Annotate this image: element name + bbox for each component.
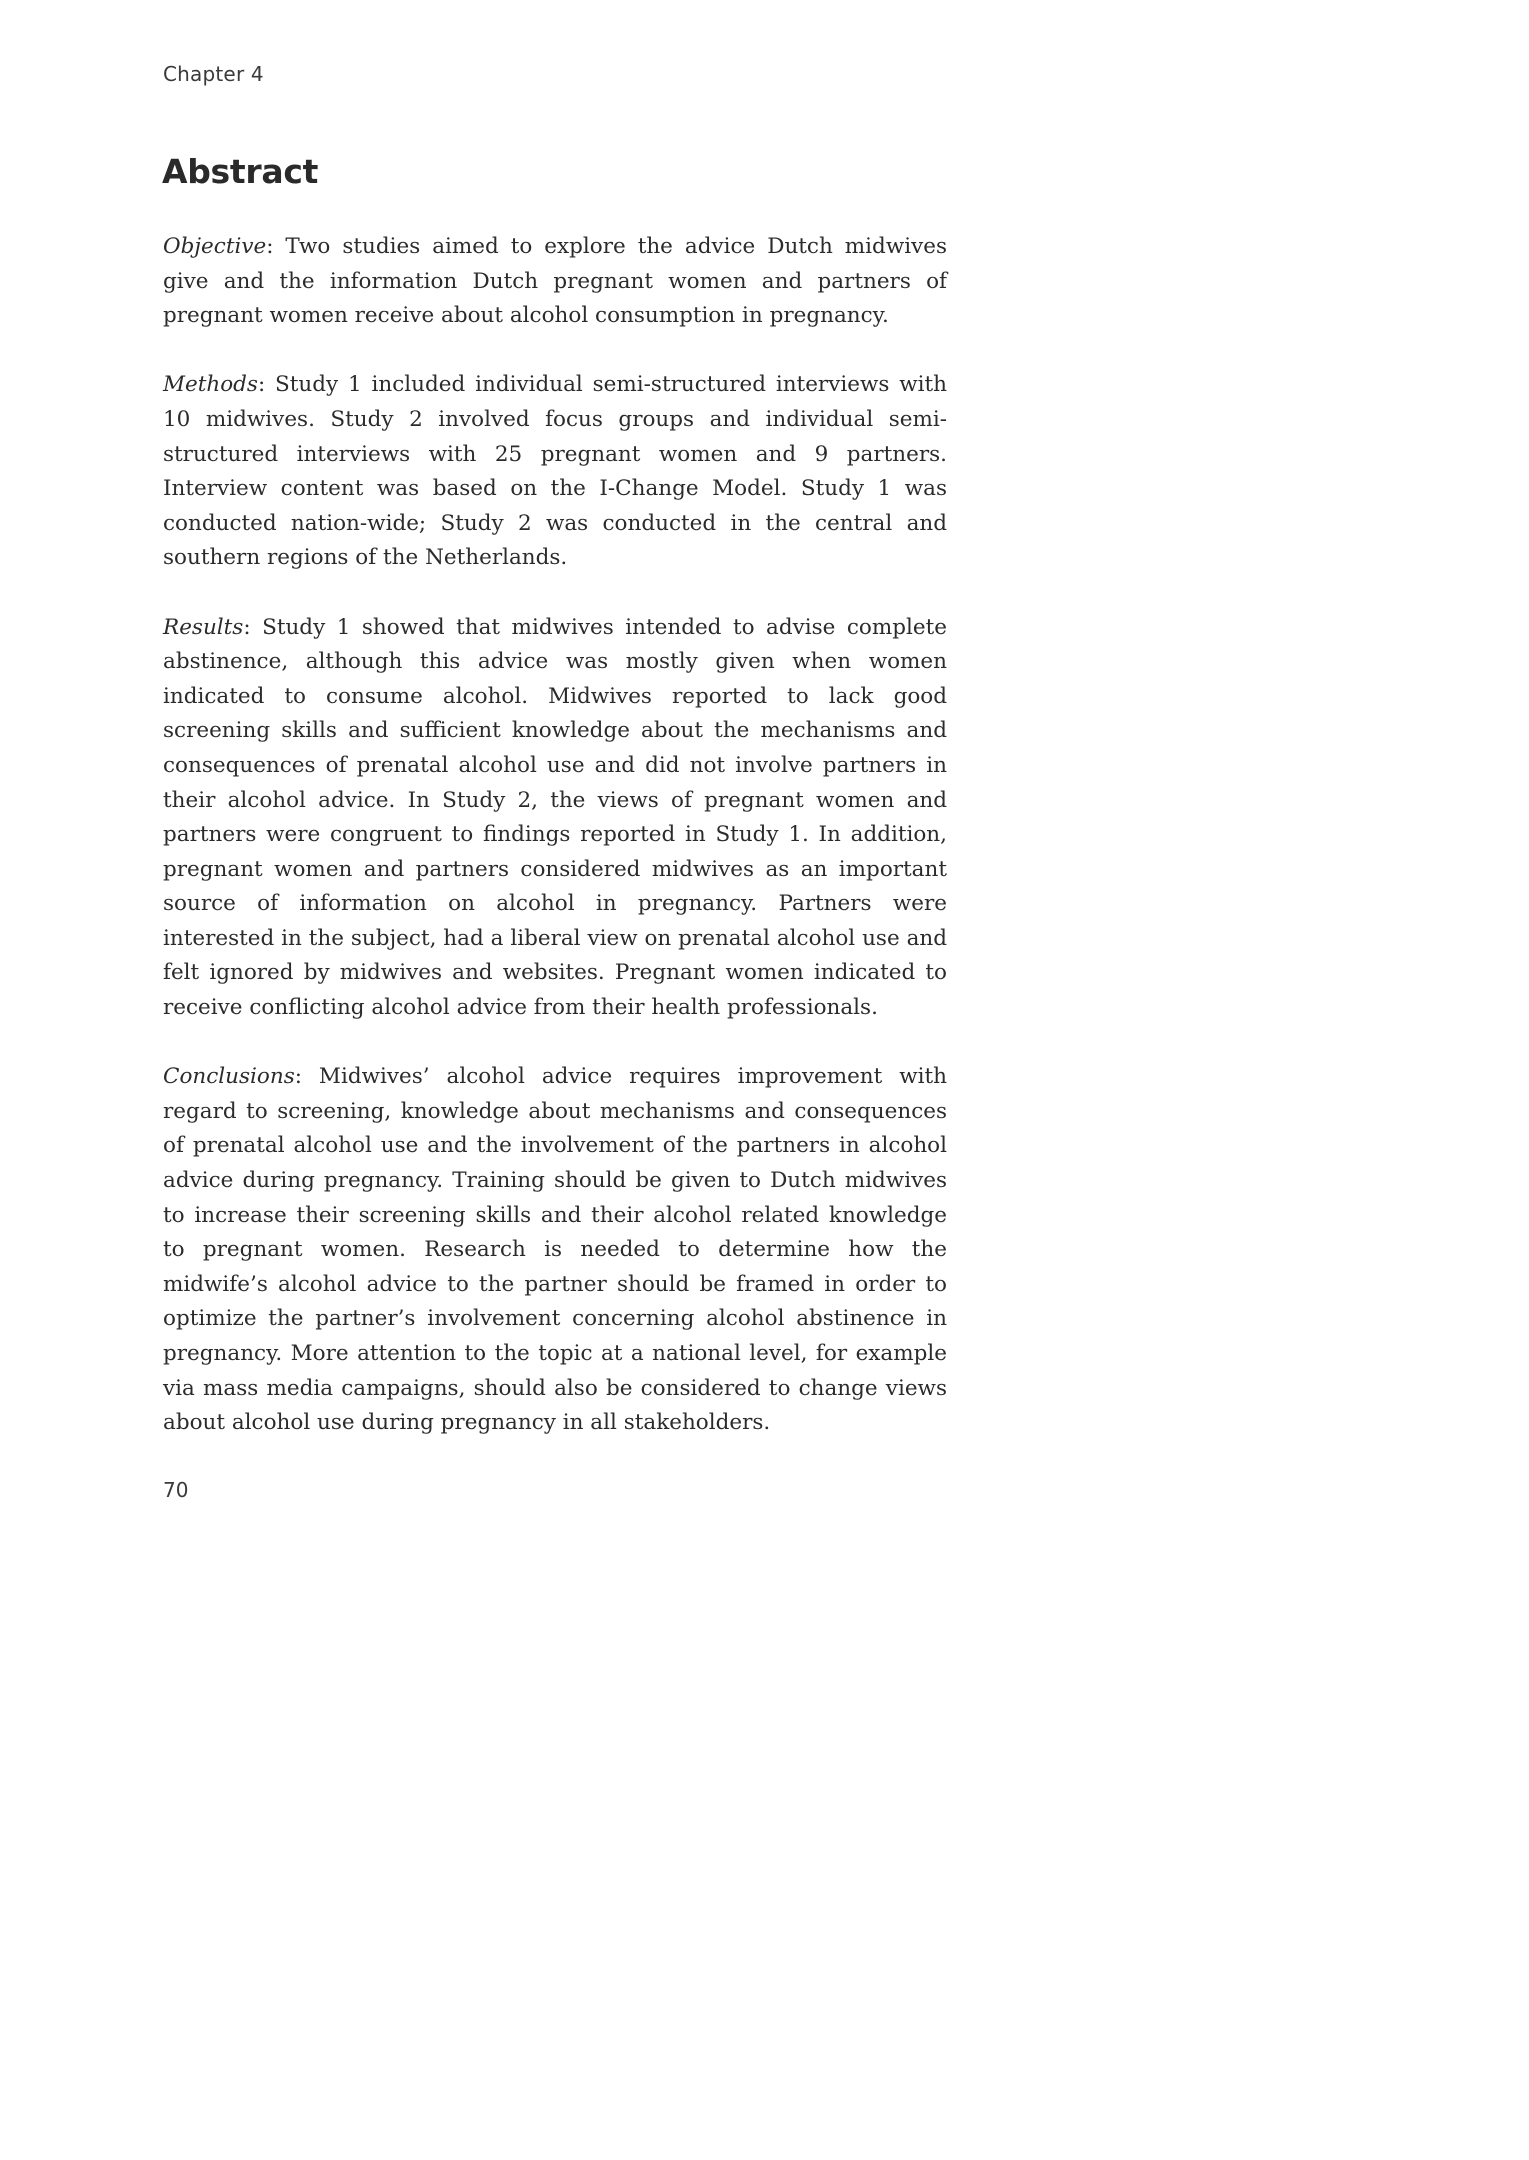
- objective-label: Objective: [163, 234, 267, 259]
- objective-paragraph: [163, 230, 947, 334]
- objective-text: : Two studies aimed to explore the advice Dutch midwives give and the information Dutch pregnant women and partners of pregnant women receive about alcohol consumption in pregnancy.: [163, 234, 947, 329]
- chapter-label: Chapter 4: [163, 62, 264, 86]
- results-label: Results: [163, 614, 244, 640]
- methods-label: Methods: [163, 372, 258, 398]
- abstract-heading: Abstract: [162, 152, 319, 191]
- conclusions-paragraph: [163, 1060, 947, 1441]
- abstract-body: [163, 230, 947, 1475]
- results-paragraph: [163, 611, 947, 1026]
- methods-paragraph: [163, 368, 947, 576]
- page-number: 70: [163, 1478, 189, 1502]
- conclusions-text: : Midwives’ alcohol advice requires improvement with regard to screening, knowledge about mechanisms and consequences of prenatal alcohol use and the involvement of the partners in alcohol advice during pregnancy. Training should be given to Dutch midwives to increase their screening skills and their alcohol related knowledge to pregnant women. Research is needed to determine how the midwife’s alcohol advice to the partner should be framed in order to optimize the partner’s involvement concerning alcohol abstinence in pregnancy. More attention to the topic at a national level, for example via mass media campaigns, should also be considered to change views about alcohol use during pregnancy in all stakeholders.: [163, 1064, 947, 1436]
- results-text: : Study 1 showed that midwives intended to advise complete abstinence, although this advice was mostly given when women indicated to consume alcohol. Midwives reported to lack good screening skills and sufficient knowledge about the mechanisms and consequences of prenatal alcohol use and did not involve partners in their alcohol advice. In Study 2, the views of pregnant women and partners were congruent to findings reported in Study 1. In addition, pregnant women and partners considered midwives as an important source of information on alcohol in pregnancy. Partners were interested in the subject, had a liberal view on prenatal alcohol use and felt ignored by midwives and websites. Pregnant women indicated to receive conflicting alcohol advice from their health professionals.: [163, 614, 947, 1021]
- methods-text: : Study 1 included individual semi-structured interviews with 10 midwives. Study 2 involved focus groups and individual semi-structured interviews with 25 pregnant women and 9 partners. Interview content was based on the I-Change Model. Study 1 was conducted nation-wide; Study 2 was conducted in the central and southern regions of the Netherlands.: [163, 372, 947, 571]
- conclusions-label: Conclusions: [163, 1064, 295, 1090]
